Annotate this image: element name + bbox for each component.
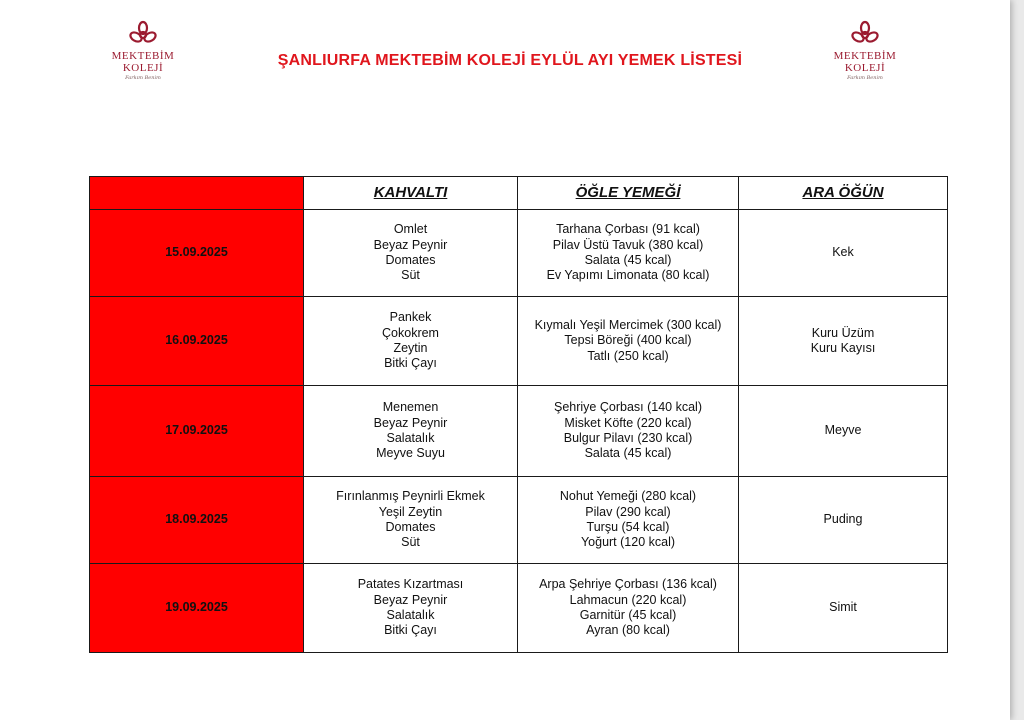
header-snack: ARA ÖĞÜN (739, 177, 948, 210)
snack-item: Kuru Üzüm (811, 325, 875, 340)
breakfast-item: Zeytin (393, 341, 428, 355)
logo-name-line2: KOLEJİ (122, 62, 164, 74)
lunch-item: Lahmacun (220 kcal) (569, 592, 687, 607)
lunch-item: Bulgur Pilavı (230 kcal) (563, 431, 693, 445)
breakfast-cell (304, 564, 518, 653)
lunch-item: Ev Yapımı Limonata (80 kcal) (546, 268, 710, 283)
snack-cell (739, 297, 948, 386)
breakfast-item: Salatalık (386, 608, 435, 622)
breakfast-cell (304, 386, 518, 477)
snack-item: Meyve (824, 423, 862, 438)
snack-cell (739, 564, 948, 653)
lunch-item: Kıymalı Yeşil Mercimek (300 kcal) (534, 318, 722, 333)
lunch-cell (518, 564, 739, 653)
logo-name-line1: MEKTEBİM (833, 50, 897, 62)
breakfast-item: Patates Kızartması (357, 577, 464, 592)
lunch-item: Garnitür (45 kcal) (579, 608, 677, 622)
school-logo-left (98, 20, 188, 82)
lunch-item: Arpa Şehriye Çorbası (136 kcal) (539, 577, 717, 592)
breakfast-item: Bitki Çayı (384, 356, 437, 371)
breakfast-item: Fırınlanmış Peynirli Ekmek (336, 489, 485, 504)
lunch-item: Pilav (290 kcal) (585, 504, 671, 519)
header-row (90, 177, 948, 210)
lunch-item: Misket Köfte (220 kcal) (564, 415, 692, 430)
lunch-cell (518, 297, 739, 386)
breakfast-item: Beyaz Peynir (373, 592, 448, 607)
snack-item: Kek (832, 245, 854, 260)
logo-name-line2: KOLEJİ (844, 62, 886, 74)
date-cell: 19.09.2025 (90, 564, 304, 653)
breakfast-item: Süt (401, 535, 420, 550)
lunch-item: Tepsi Böreği (400 kcal) (564, 333, 692, 348)
lunch-item: Salata (45 kcal) (584, 446, 672, 461)
menu-table (89, 176, 948, 653)
flower-emblem-icon (128, 20, 158, 48)
date-cell: 15.09.2025 (90, 210, 304, 297)
lunch-item: Pilav Üstü Tavuk (380 kcal) (552, 237, 704, 252)
snack-item: Puding (823, 512, 863, 527)
lunch-item: Nohut Yemeği (280 kcal) (559, 489, 697, 504)
breakfast-item: Yeşil Zeytin (378, 504, 443, 519)
logo-tagline: Farkım Benim (847, 75, 883, 81)
breakfast-item: Pankek (389, 310, 432, 325)
breakfast-item: Domates (385, 253, 436, 267)
date-cell: 18.09.2025 (90, 477, 304, 564)
logo-name-line1: MEKTEBİM (111, 50, 175, 62)
lunch-item: Yoğurt (120 kcal) (580, 535, 676, 550)
breakfast-item: Meyve Suyu (376, 446, 445, 461)
lunch-item: Şehriye Çorbası (140 kcal) (554, 400, 702, 415)
menu-row (90, 386, 948, 477)
breakfast-item: Çokokrem (382, 325, 439, 340)
date-cell: 17.09.2025 (90, 386, 304, 477)
snack-item: Kuru Kayısı (810, 341, 876, 355)
breakfast-item: Salatalık (386, 431, 435, 445)
menu-row (90, 210, 948, 297)
menu-row (90, 564, 948, 653)
logo-tagline: Farkım Benim (125, 75, 161, 81)
breakfast-cell (304, 297, 518, 386)
lunch-cell (518, 386, 739, 477)
lunch-item: Ayran (80 kcal) (586, 623, 670, 638)
breakfast-cell (304, 210, 518, 297)
breakfast-item: Bitki Çayı (384, 623, 437, 638)
page-title: ŞANLIURFA MEKTEBİM KOLEJİ EYLÜL AYI YEMEK LİSTESİ (277, 52, 743, 69)
snack-item: Simit (829, 600, 857, 615)
lunch-item: Turşu (54 kcal) (586, 520, 670, 534)
lunch-item: Salata (45 kcal) (584, 253, 672, 267)
breakfast-item: Beyaz Peynir (373, 237, 448, 252)
menu-row (90, 477, 948, 564)
snack-cell (739, 386, 948, 477)
snack-cell (739, 477, 948, 564)
date-cell: 16.09.2025 (90, 297, 304, 386)
lunch-item: Tatlı (250 kcal) (587, 348, 669, 363)
menu-row (90, 297, 948, 386)
breakfast-item: Menemen (382, 400, 439, 415)
breakfast-item: Süt (401, 268, 420, 283)
school-logo-right (820, 20, 910, 82)
lunch-cell (518, 477, 739, 564)
header-lunch: ÖĞLE YEMEĞİ (518, 177, 739, 210)
header-breakfast: KAHVALTI (304, 177, 518, 210)
snack-cell (739, 210, 948, 297)
breakfast-item: Domates (385, 520, 436, 534)
lunch-item: Tarhana Çorbası (91 kcal) (556, 222, 700, 237)
breakfast-cell (304, 477, 518, 564)
flower-emblem-icon (850, 20, 880, 48)
breakfast-item: Beyaz Peynir (373, 415, 448, 430)
breakfast-item: Omlet (393, 222, 428, 237)
header-corner-cell (90, 177, 304, 210)
lunch-cell (518, 210, 739, 297)
